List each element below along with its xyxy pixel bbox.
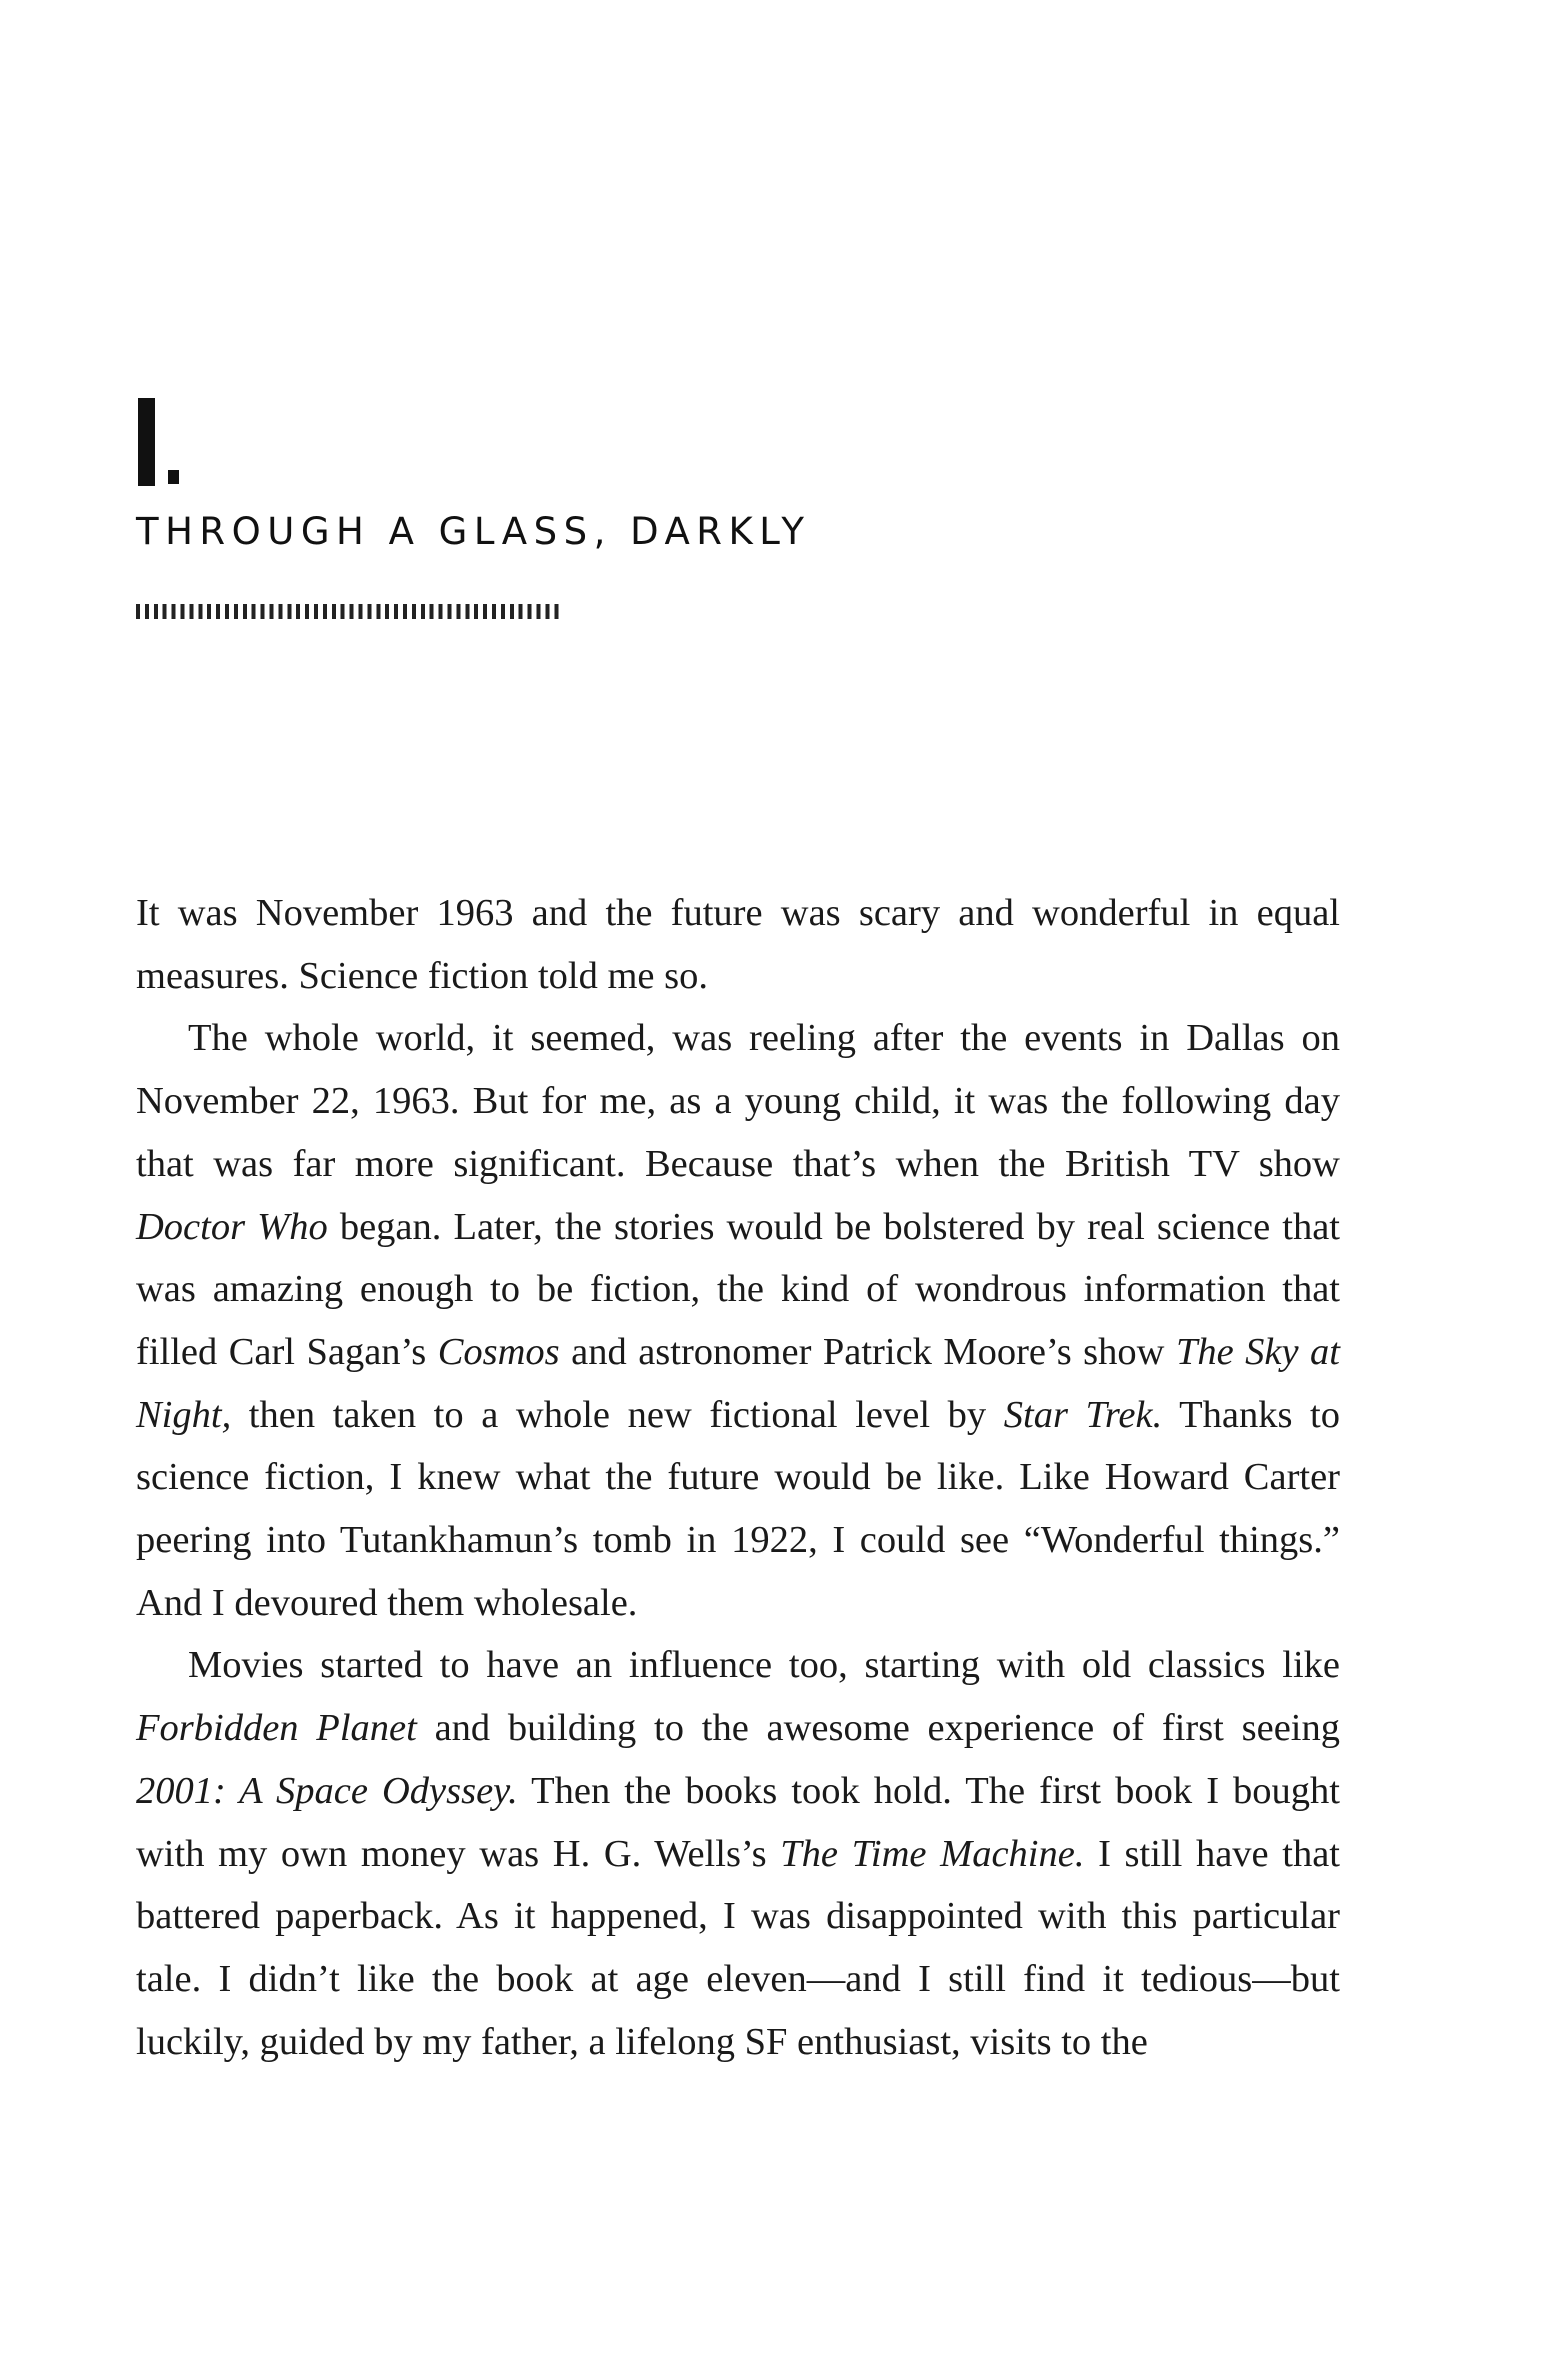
body-text (136, 882, 1340, 2073)
paragraph-text: began. Later, the stories would be bolstered by real science that was amazing enough to be fiction, the kind of wondrous information that filled Carl Sagan’s (136, 1205, 1340, 1373)
paragraph-text: Then the books took hold. The first book I bought with my own money was H. G. Wells’s (136, 1769, 1340, 1875)
paragraph-text: Movies started to have an influence too, starting with old classics like (188, 1644, 1340, 1687)
chapter-number (138, 398, 198, 488)
italic-title-text: 2001: A Space Odyssey. (136, 1769, 518, 1812)
chapter-title: THROUGH A GLASS, DARKLY (136, 510, 811, 553)
paragraph (136, 882, 1340, 1007)
paragraph (136, 1007, 1340, 1634)
decorative-tick-rule (136, 604, 560, 619)
paragraph-text: I still have that battered paperback. As it happened, I was disappointed with this particular tale. I didn’t like the book at age eleven—and I still find it tedious—but luckily, guided by my father, a lifelong SF enthusiast, visits to the (136, 1832, 1341, 2063)
chapter-number-bar (138, 398, 155, 486)
paragraph-text: then taken to a whole new fictional level by (231, 1393, 1004, 1436)
paragraph-text: Thanks to science fiction, I knew what the future would be like. Like Howard Carter peering into Tutankhamun’s tomb in 1922, I could see “Wonderful things.” And I devoured them wholesale. (136, 1393, 1340, 1624)
italic-title-text: The Time Machine. (780, 1832, 1085, 1875)
italic-title-text: The Sky at Night, (136, 1330, 1340, 1436)
italic-title-text: Star Trek. (1003, 1393, 1163, 1436)
paragraph-text: It was November 1963 and the future was scary and wonderful in equal measures. Science fiction told me so. (136, 892, 1340, 997)
paragraph-text: and astronomer Patrick Moore’s show (559, 1330, 1176, 1373)
italic-title-text: Doctor Who (136, 1205, 328, 1248)
paragraph-text: The whole world, it seemed, was reeling after the events in Dallas on November 22, 1963. But for me, as a young child, it was the following day that was far more significant. Because that’s when the British TV show (136, 1017, 1340, 1185)
italic-title-text: Cosmos (437, 1330, 560, 1373)
chapter-number-dot (168, 470, 179, 484)
paragraph (136, 1634, 1340, 2073)
italic-title-text: Forbidden Planet (136, 1707, 417, 1750)
paragraph-text: and building to the awesome experience of first seeing (416, 1707, 1340, 1750)
